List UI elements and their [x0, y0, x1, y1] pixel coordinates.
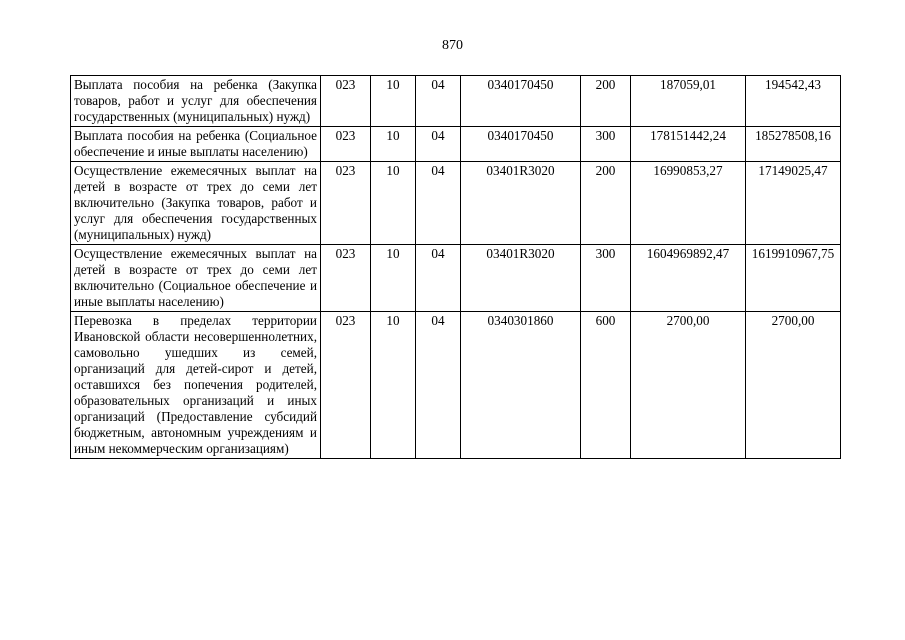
amount-2: 185278508,16 — [746, 127, 841, 162]
section-code: 10 — [371, 312, 416, 459]
target-code: 0340170450 — [461, 76, 581, 127]
expense-type-code: 300 — [581, 245, 631, 312]
ministry-code: 023 — [321, 76, 371, 127]
amount-2: 17149025,47 — [746, 162, 841, 245]
section-code: 10 — [371, 245, 416, 312]
table-row — [71, 162, 841, 245]
target-code: 0340170450 — [461, 127, 581, 162]
page-number: 870 — [442, 38, 463, 53]
amount-2: 1619910967,75 — [746, 245, 841, 312]
expense-type-code: 200 — [581, 76, 631, 127]
table-row — [71, 127, 841, 162]
ministry-code: 023 — [321, 162, 371, 245]
table-row — [71, 312, 841, 459]
expense-type-code: 200 — [581, 162, 631, 245]
expense-type-code: 600 — [581, 312, 631, 459]
row-name: Осуществление ежемесячных выплат на детей в возрасте от трех до семи лет включительно (Социальное обеспечение и иные выплаты населению) — [71, 245, 321, 312]
subsection-code: 04 — [416, 312, 461, 459]
section-code: 10 — [371, 127, 416, 162]
subsection-code: 04 — [416, 245, 461, 312]
ministry-code: 023 — [321, 127, 371, 162]
amount-1: 178151442,24 — [631, 127, 746, 162]
section-code: 10 — [371, 162, 416, 245]
ministry-code: 023 — [321, 312, 371, 459]
target-code: 03401R3020 — [461, 162, 581, 245]
amount-1: 187059,01 — [631, 76, 746, 127]
subsection-code: 04 — [416, 162, 461, 245]
row-name: Осуществление ежемесячных выплат на детей в возрасте от трех до семи лет включительно (Закупка товаров, работ и услуг для обеспечения государственных (муниципальных) нужд) — [71, 162, 321, 245]
amount-1: 1604969892,47 — [631, 245, 746, 312]
subsection-code: 04 — [416, 127, 461, 162]
row-name: Выплата пособия на ребенка (Социальное обеспечение и иные выплаты населению) — [71, 127, 321, 162]
amount-1: 2700,00 — [631, 312, 746, 459]
ministry-code: 023 — [321, 245, 371, 312]
budget-table — [70, 75, 841, 459]
target-code: 03401R3020 — [461, 245, 581, 312]
amount-2: 2700,00 — [746, 312, 841, 459]
expense-type-code: 300 — [581, 127, 631, 162]
row-name: Перевозка в пределах территории Ивановской области несовершеннолетних, самовольно ушедших из семей, организаций для детей-сирот и детей, оставшихся без попечения родителей, образовательных организаций и иных организаций (Предоставление субсидий бюджетным, автономным учреждениям и иным некоммерческим организациям) — [71, 312, 321, 459]
target-code: 0340301860 — [461, 312, 581, 459]
table-row — [71, 76, 841, 127]
row-name: Выплата пособия на ребенка (Закупка товаров, работ и услуг для обеспечения государственных (муниципальных) нужд) — [71, 76, 321, 127]
subsection-code: 04 — [416, 76, 461, 127]
amount-2: 194542,43 — [746, 76, 841, 127]
amount-1: 16990853,27 — [631, 162, 746, 245]
table-row — [71, 245, 841, 312]
section-code: 10 — [371, 76, 416, 127]
